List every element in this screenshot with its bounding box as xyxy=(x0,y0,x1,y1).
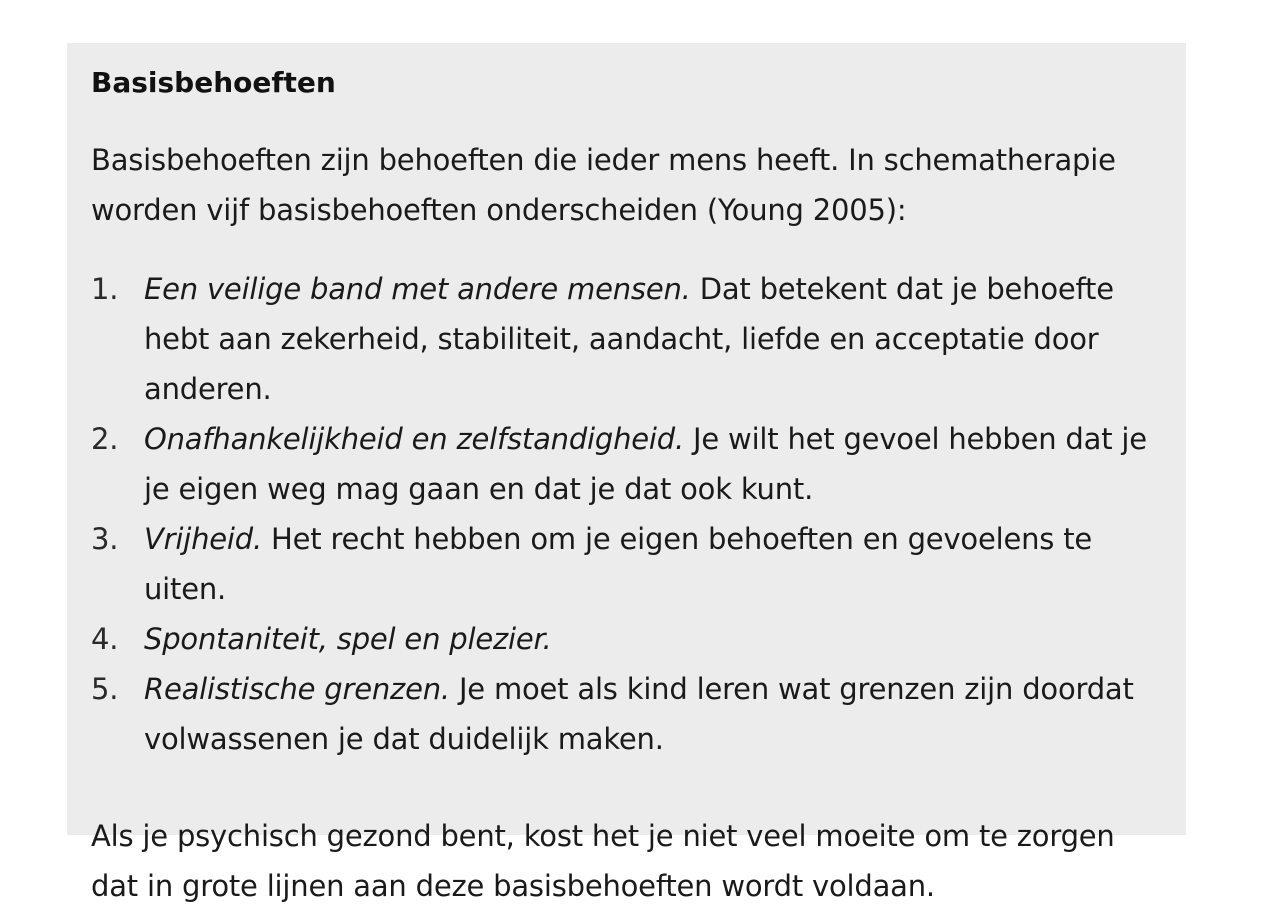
list-item-body xyxy=(144,264,1162,414)
list-item-text: Je wilt het gevoel hebben dat je je eigen weg mag gaan en dat je dat ook kunt. xyxy=(144,422,1147,506)
box-heading: Basisbehoeften xyxy=(91,66,336,99)
list-item-text: Dat betekent dat je behoefte hebt aan zekerheid, stabiliteit, aandacht, liefde en acceptatie door anderen. xyxy=(144,272,1114,406)
list-item xyxy=(91,614,1162,664)
list-item xyxy=(91,514,1162,614)
list-item-number: 3. xyxy=(91,522,119,556)
list-item-body xyxy=(144,414,1162,514)
intro-paragraph: Basisbehoeften zijn behoeften die ieder mens heeft. In schematherapie worden vijf basisbehoeften onderscheiden (Young 2005): xyxy=(91,143,1116,227)
list-item-term: Een veilige band met andere mensen. xyxy=(144,272,691,306)
list-item-number: 2. xyxy=(91,422,119,456)
list-item xyxy=(91,264,1162,414)
list-item xyxy=(91,664,1162,764)
list-item-text: Het recht hebben om je eigen behoeften en gevoelens te uiten. xyxy=(144,522,1093,606)
list-item-number: 4. xyxy=(91,622,119,656)
info-box xyxy=(67,43,1186,903)
list-item-term: Spontaniteit, spel en plezier. xyxy=(144,622,552,656)
list-item-body xyxy=(144,514,1162,614)
closing-paragraph: Als je psychisch gezond bent, kost het je niet veel moeite om te zorgen dat in grote lijnen aan deze basisbehoeften wordt voldaan. xyxy=(91,819,1115,903)
list-item-body xyxy=(144,614,1162,664)
list-item-body xyxy=(144,664,1162,764)
needs-list xyxy=(91,264,1162,764)
list-item xyxy=(91,414,1162,514)
list-item-term: Realistische grenzen. xyxy=(144,672,450,706)
list-item-number: 5. xyxy=(91,672,119,706)
list-item-term: Onafhankelijkheid en zelfstandigheid. xyxy=(144,422,685,456)
list-item-text: Je moet als kind leren wat grenzen zijn doordat volwassenen je dat duidelijk maken. xyxy=(144,672,1134,756)
list-item-term: Vrijheid. xyxy=(144,522,262,556)
list-item-number: 1. xyxy=(91,272,119,306)
